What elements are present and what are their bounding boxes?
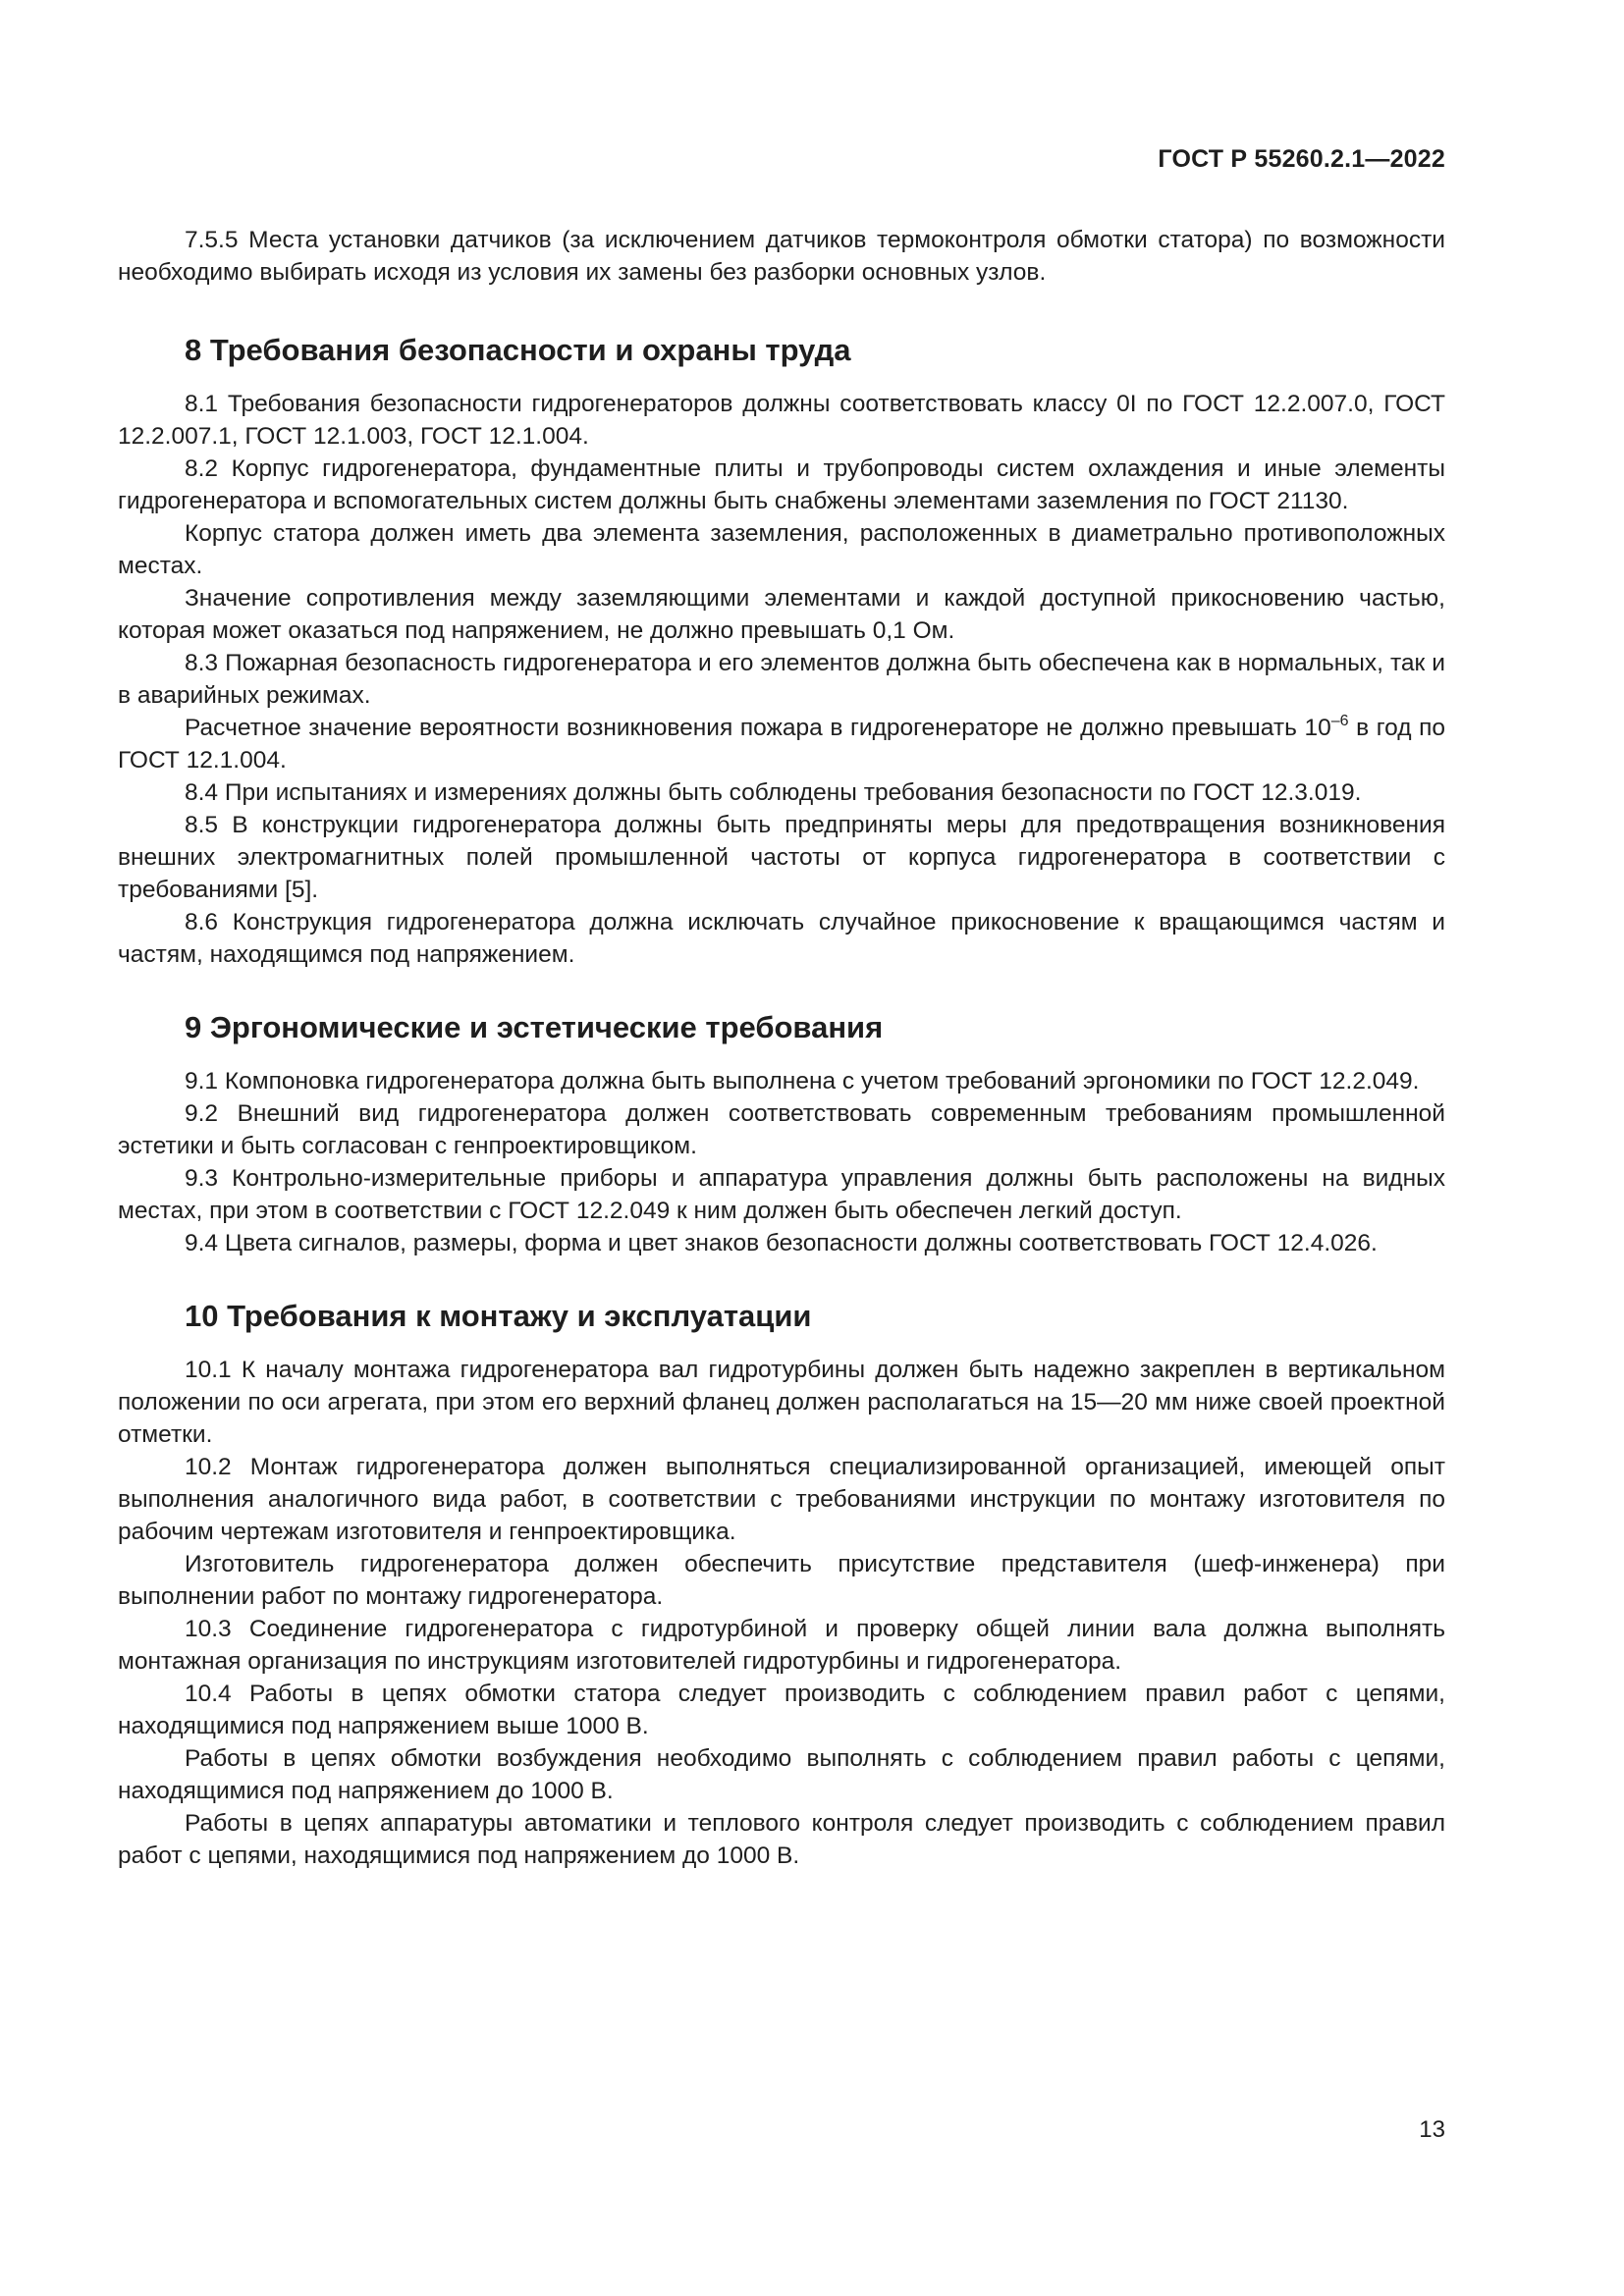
paragraph-8-2-stator-grounding: Корпус статора должен иметь два элемента заземления, расположенных в диаметрально противоположных местах.: [118, 520, 1445, 579]
paragraph-8-5: 8.5 В конструкции гидрогенератора должны быть предприняты меры для предотвращения возникновения внешних электромагнитных полей промышленной частоты от корпуса гидрогенератора в соответствии с требованиями [5].: [118, 812, 1445, 903]
paragraph-9-4: 9.4 Цвета сигналов, размеры, форма и цвет знаков безопасности должны соответствовать ГОСТ 12.4.026.: [185, 1230, 1378, 1256]
document-number-header: ГОСТ Р 55260.2.1—2022: [1158, 145, 1445, 173]
paragraph-8-3-fire-probability: [118, 712, 1445, 776]
paragraph-8-2: 8.2 Корпус гидрогенератора, фундаментные плиты и трубопроводы систем охлаждения и иные элементы гидрогенератора и вспомогательных систем должны быть снабжены элементами заземления по ГОСТ 21130.: [118, 455, 1445, 514]
section-10-heading: 10 Требования к монтажу и эксплуатации: [185, 1299, 812, 1333]
paragraph-8-1: 8.1 Требования безопасности гидрогенераторов должны соответствовать классу 0I по ГОСТ 12.2.007.0, ГОСТ 12.2.007.1, ГОСТ 12.1.003, ГОСТ 12.1.004.: [118, 391, 1445, 450]
page-number: 13: [1419, 2116, 1445, 2143]
paragraph-10-2-supervisor: Изготовитель гидрогенератора должен обеспечить присутствие представителя (шеф-инженера) при выполнении работ по монтажу гидрогенератора.: [118, 1551, 1445, 1610]
paragraph-10-2: 10.2 Монтаж гидрогенератора должен выполняться специализированной организацией, имеющей опыт выполнения аналогичного вида работ, в соответствии с требованиями инструкции по монтажу изготовителя по рабочим чертежам изготовителя и генпроектировщика.: [118, 1454, 1445, 1545]
paragraph-8-6: 8.6 Конструкция гидрогенератора должна исключать случайное прикосновение к вращающимся частям и частям, находящимся под напряжением.: [118, 909, 1445, 968]
paragraph-8-3: 8.3 Пожарная безопасность гидрогенератора и его элементов должна быть обеспечена как в нормальных, так и в аварийных режимах.: [118, 650, 1445, 709]
paragraph-8-4: 8.4 При испытаниях и измерениях должны быть соблюдены требования безопасности по ГОСТ 12.3.019.: [185, 779, 1362, 806]
paragraph-10-4-automation: Работы в цепях аппаратуры автоматики и теплового контроля следует производить с соблюдением правил работ с цепями, находящимися под напряжением до 1000 В.: [118, 1810, 1445, 1869]
section-8-heading: 8 Требования безопасности и охраны труда: [185, 333, 851, 367]
exponent: –6: [1330, 713, 1349, 729]
paragraph-9-2: 9.2 Внешний вид гидрогенератора должен соответствовать современным требованиям промышленной эстетики и быть согласован с генпроектировщиком.: [118, 1100, 1445, 1159]
paragraph-10-3: 10.3 Соединение гидрогенератора с гидротурбиной и проверку общей линии вала должна выполнять монтажная организация по инструкциям изготовителей гидротурбины и гидрогенератора.: [118, 1616, 1445, 1675]
paragraph-7-5-5: 7.5.5 Места установки датчиков (за исключением датчиков термоконтроля обмотки статора) по возможности необходимо выбирать исходя из условия их замены без разборки основных узлов.: [118, 227, 1445, 286]
fire-probability-text: Расчетное значение вероятности возникновения пожара в гидрогенераторе не должно превышать 10: [185, 715, 1331, 741]
fire-probability-text-end: в год по ГОСТ 12.1.004.: [118, 715, 1445, 774]
paragraph-10-4: 10.4 Работы в цепях обмотки статора следует производить с соблюдением правил работ с цепями, находящимися под напряжением выше 1000 В.: [118, 1681, 1445, 1739]
paragraph-10-1: 10.1 К началу монтажа гидрогенератора вал гидротурбины должен быть надежно закреплен в вертикальном положении по оси агрегата, при этом его верхний фланец должен располагаться на 15—20 мм ниже своей проектной отметки.: [118, 1357, 1445, 1448]
paragraph-9-3: 9.3 Контрольно-измерительные приборы и аппаратура управления должны быть расположены на видных местах, при этом в соответствии с ГОСТ 12.2.049 к ним должен быть обеспечен легкий доступ.: [118, 1165, 1445, 1224]
page-content: [118, 224, 1445, 1872]
paragraph-9-1: 9.1 Компоновка гидрогенератора должна быть выполнена с учетом требований эргономики по ГОСТ 12.2.049.: [185, 1068, 1420, 1095]
paragraph-8-2-resistance: Значение сопротивления между заземляющими элементами и каждой доступной прикосновению частью, которая может оказаться под напряжением, не должно превышать 0,1 Ом.: [118, 585, 1445, 644]
section-9-heading: 9 Эргономические и эстетические требования: [185, 1010, 884, 1044]
paragraph-10-4-excitation: Работы в цепях обмотки возбуждения необходимо выполнять с соблюдением правил работы с цепями, находящимися под напряжением до 1000 В.: [118, 1745, 1445, 1804]
